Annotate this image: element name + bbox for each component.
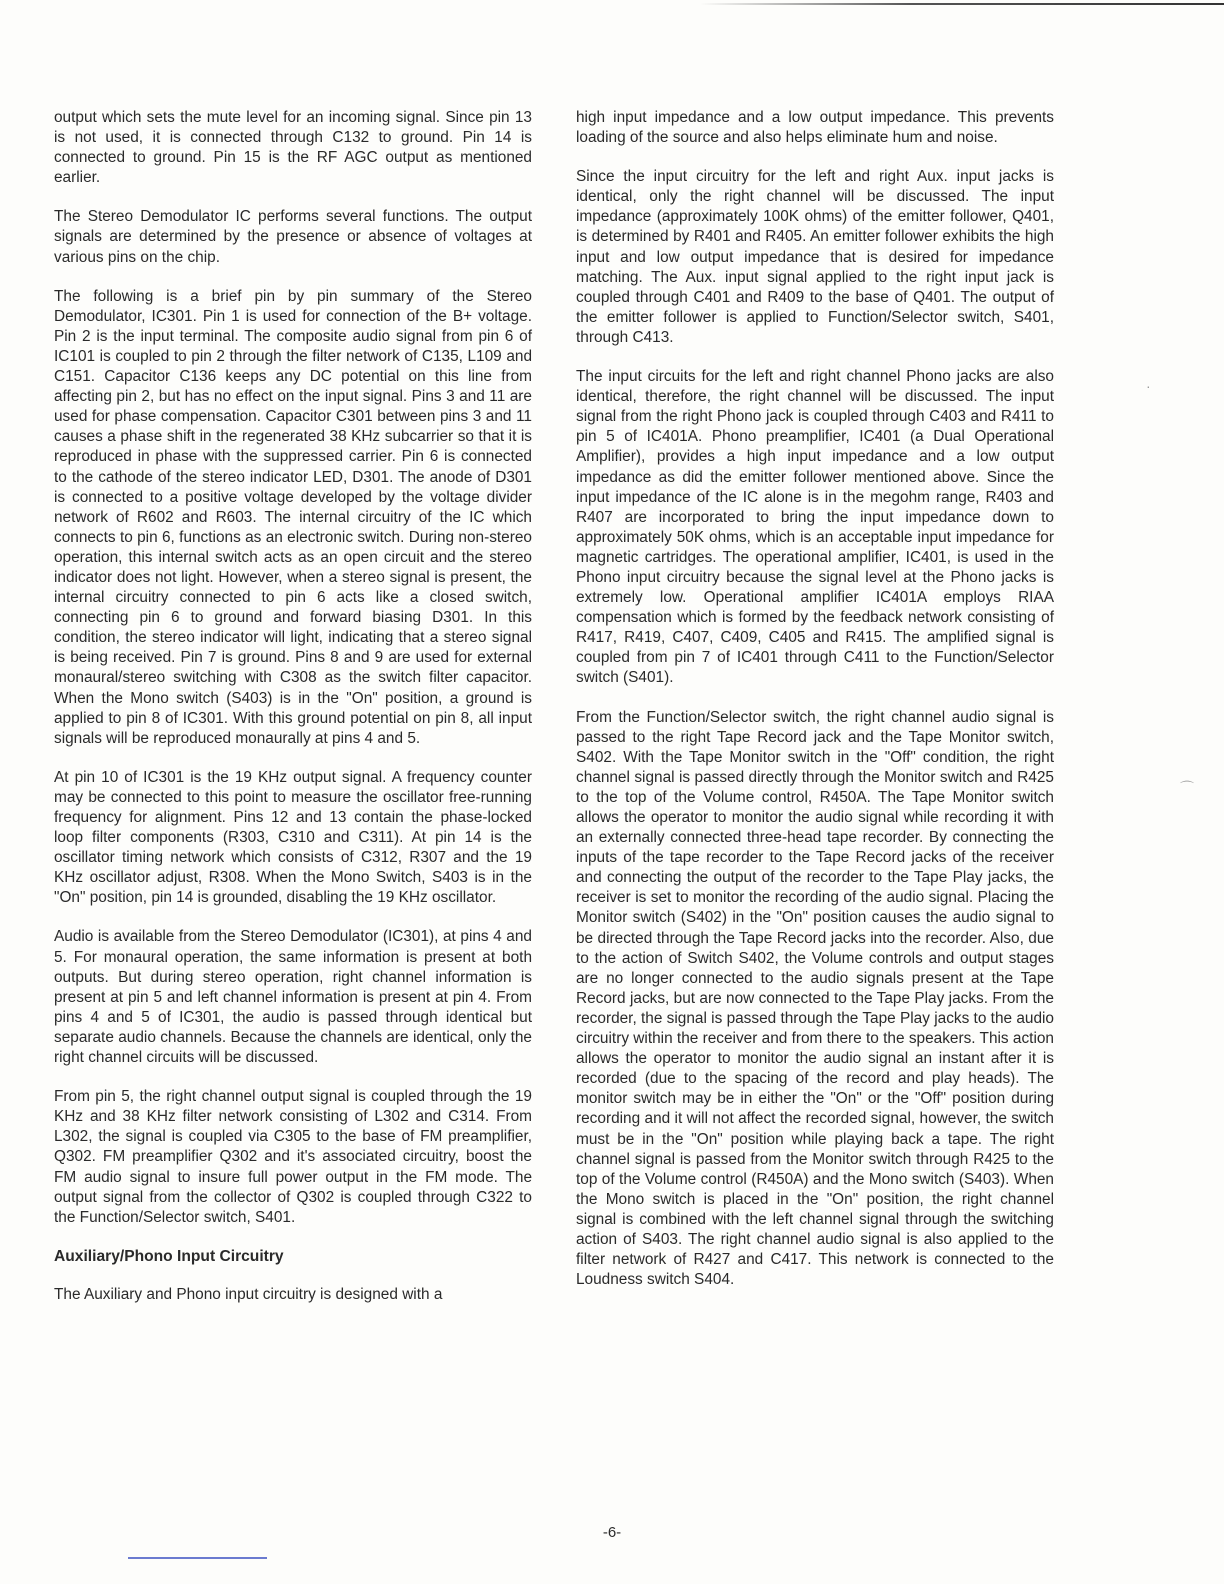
right-paragraph-3: The input circuits for the left and right channel Phono jacks are also identical, therefore, the right channel will be discussed. The input signal from the right Phono jack is coupled through C403 and R411 to pin 5 of IC401A. Phono preamplifier, IC401 (a Dual Operational Amplifier), provides a high input impedance and a low output impedance as did the emitter follower mentioned above. Since the input impedance of the IC alone is in the megohm range, R403 and R407 are incorporated to bring the input impedance down to approximately 50K ohms, which is an acceptable input impedance for magnetic cartridges. The operational amplifier, IC401, is used in the Phono input circuitry because the signal level at the Phono jacks is extremely low. Operational amplifier IC401A employs RIAA compensation which is formed by the feedback network consisting of R417, R419, C407, C409, C405 and R415. The amplified signal is coupled from pin 7 of IC401 through C411 to the Function/Selector switch (S401). (576, 368, 1054, 687)
bottom-edge-rule (128, 1557, 267, 1559)
left-paragraph-6: From pin 5, the right channel output signal is coupled through the 19 KHz and 38 KHz filter network consisting of L302 and C314. From L302, the signal is coupled via C305 to the base of FM preamplifier, Q302. FM preamplifier Q302 and it's associated circuitry, boost the FM audio signal to insure full power output in the FM mode. The output signal from the collector of Q302 is coupled through C322 to the Function/Selector switch, S401. (54, 1088, 532, 1226)
top-edge-rule (700, 3, 1224, 5)
left-paragraph-3: The following is a brief pin by pin summary of the Stereo Demodulator, IC301. Pin 1 is used for connection of the B+ voltage. Pin 2 is the input terminal. The composite audio signal from pin 6 of IC101 is coupled to pin 2 through the filter network of C135, L109 and C151. Capacitor C136 keeps any DC potential on this line from affecting pin 2, but has no effect on the input signal. Pins 3 and 11 are used for phase compensation. Capacitor C301 between pins 3 and 11 causes a phase shift in the regenerated 38 KHz subcarrier so that it is reproduced in phase with the suppressed carrier. Pin 6 is connected to the cathode of the stereo indicator LED, D301. The anode of D301 is connected to a positive voltage developed by the voltage divider network of R602 and R603. The internal circuitry of the IC which connects to pin 6, functions as an electronic switch. During non-stereo operation, this internal switch acts as an open circuit and the stereo indicator does not light. However, when a stereo signal is present, the internal circuitry connected to pin 6 acts like a closed switch, connecting pin 6 to ground and forward biasing D301. In this condition, the stereo indicator will light, indicating that a stereo signal is being received. Pin 7 is ground. Pins 8 and 9 are used for external monaural/stereo switching with C308 as the switch filter capacitor. When the Mono switch (S403) is in the "On" position, a ground is applied to pin 8 of IC301. With this ground potential on pin 8, all input signals will be reproduced monaurally at pins 4 and 5. (54, 287, 532, 747)
left-paragraph-5: Audio is available from the Stereo Demodulator (IC301), at pins 4 and 5. For monaural operation, the same information is present at both outputs. But during stereo operation, right channel information is present at pin 5 and left channel information is present at pin 4. From pins 4 and 5 of IC301, the audio is passed through identical but separate audio channels. Because the channels are identical, only the right channel circuits will be discussed. (54, 928, 532, 1067)
scan-mark: ⌒ (1180, 780, 1194, 796)
left-paragraph-2: The Stereo Demodulator IC performs several functions. The output signals are determined by the presence or absence of voltages at various pins on the chip. (54, 208, 532, 266)
left-paragraph-closing: The Auxiliary and Phono input circuitry is designed with a (54, 1285, 443, 1303)
left-paragraph-1: output which sets the mute level for an incoming signal. Since pin 13 is not used, it is connected through C132 to ground. Pin 14 is connected to ground. Pin 15 is the RF AGC output as mentioned earlier. (54, 109, 532, 187)
page-number: -6- (602, 1524, 622, 1541)
left-paragraph-4: At pin 10 of IC301 is the 19 KHz output signal. A frequency counter may be connected to this point to measure the oscillator free-running frequency for alignment. Pins 12 and 13 contain the phase-locked loop filter components (R303, C310 and C311). At pin 14 is the oscillator timing network which consists of C312, R307 and the 19 KHz oscillator adjust, R308. When the Mono Switch, S403 is in the "On" position, pin 14 is grounded, disabling the 19 KHz oscillator. (54, 768, 532, 907)
right-paragraph-4: From the Function/Selector switch, the right channel audio signal is passed to the right Tape Record jack and the Tape Monitor switch, S402. With the Tape Monitor switch in the "Off" condition, the right channel signal is passed directly through the Monitor switch and R425 to the top of the Volume control, R450A. The Tape Monitor switch allows the operator to monitor the audio signal while recording it with an externally connected three-head tape recorder. By connecting the inputs of the tape recorder to the Tape Record jacks of the receiver and connecting the output of the recorder to the Tape Play jacks, the receiver is set to monitor the recording of the audio signal. Placing the Monitor switch (S402) in the "On" position causes the audio signal to be directed through the Tape Record jacks into the recorder. Also, due to the action of Switch S402, the Volume controls and output stages are no longer connected to the audio signals present at the Tape Record jacks, but are now connected to the Tape Play jacks. From the recorder, the signal is passed through the Tape Play jacks to the audio circuitry within the receiver and from there to the speakers. This action allows the operator to monitor the audio signal an instant after it is recorded (due to the spacing of the record and play heads). The monitor switch may be in either the "On" or the "Off" position during recording and it will not affect the recorded signal, however, the switch must be in the "On" position while playing back a tape. The right channel signal is passed from the Monitor switch through R425 to the top of the Volume control (R450A) and the Mono switch (S403). When the Mono switch is placed in the "On" position, the right channel signal is combined with the left channel signal through the switching action of S403. The right channel audio signal is also applied to the filter network of R427 and C417. This network is connected to the Loudness switch S404. (576, 708, 1054, 1289)
right-paragraph-2: Since the input circuitry for the left and right Aux. input jacks is identical, only the right channel will be discussed. The input impedance (approximately 100K ohms) of the emitter follower, Q401, is determined by R401 and R405. An emitter follower exhibits the high input and low output impedance that is desired for impedance matching. The Aux. input signal applied to the right input jack is coupled through C401 and R409 to the base of Q401. The output of the emitter follower is applied to Function/Selector switch, S401, through C413. (576, 168, 1054, 346)
right-paragraph-1: high input impedance and a low output impedance. This prevents loading of the source and also helps eliminate hum and noise. (576, 109, 1054, 147)
left-column (54, 108, 532, 1324)
scan-speck: · (1146, 378, 1151, 394)
right-column (576, 108, 1054, 1309)
section-heading-aux-phono: Auxiliary/Phono Input Circuitry (54, 1247, 284, 1265)
